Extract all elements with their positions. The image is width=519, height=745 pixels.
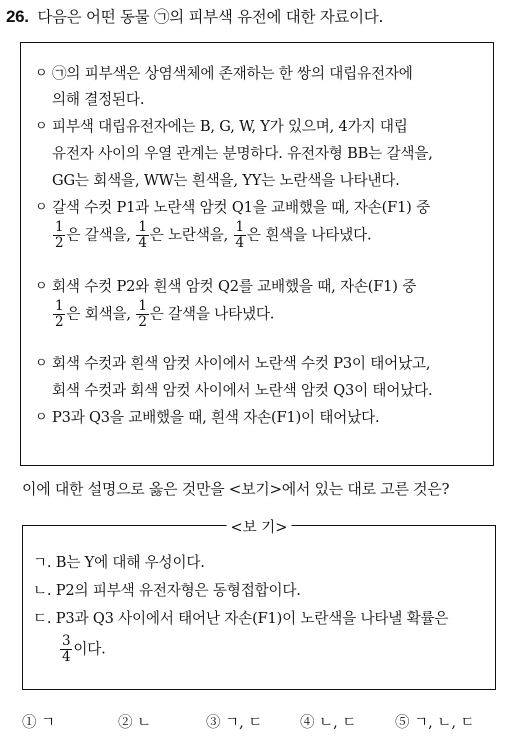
- fraction: $\frac{1}{4}$: [235, 219, 244, 251]
- choice-mark: ①: [22, 715, 37, 731]
- data-item-5-line-2: 회색 수컷과 회색 암컷 사이에서 노란색 암컷 Q3이 태어났다.: [52, 382, 433, 399]
- data-item-4-line-1: 회색 수컷 P2와 흰색 암컷 Q2를 교배했을 때, 자손(F1) 중: [52, 278, 417, 295]
- choice-text: ㄴ: [137, 715, 152, 731]
- choice-2[interactable]: [118, 711, 151, 732]
- bogi-title: <보 기>: [227, 516, 292, 537]
- data-item-2-line-2: 유전자 사이의 우열 관계는 분명하다. 유전자형 BB는 갈색을,: [52, 145, 433, 162]
- bogi-label: ㄷ.: [33, 610, 52, 627]
- fraction: $\frac{1}{2}$: [138, 298, 147, 330]
- choice-mark: ③: [206, 715, 221, 731]
- choice-mark: ⑤: [395, 715, 410, 731]
- fraction: $\frac{1}{2}$: [55, 298, 64, 330]
- fraction: $\frac{1}{2}$: [55, 219, 64, 251]
- bullet: ㅇ: [35, 119, 48, 134]
- bullet: ㅇ: [35, 356, 48, 371]
- data-item-6-line-1: P3과 Q3을 교배했을 때, 흰색 자손(F1)이 태어났다.: [52, 409, 380, 426]
- data-item-1-line-1: ㉠의 피부색은 상염색체에 존재하는 한 쌍의 대립유전자에: [52, 65, 413, 82]
- fraction: $\frac{3}{4}$: [62, 633, 71, 665]
- bullet: ㅇ: [35, 279, 48, 294]
- choice-text: ㄱ, ㄷ: [225, 715, 263, 731]
- bogi-item-3: [33, 607, 448, 628]
- bogi-text: P3과 Q3 사이에서 태어난 자손(F1)이 노란색을 나타낼 확률은: [55, 610, 449, 627]
- choice-text: ㄴ, ㄷ: [319, 715, 357, 731]
- data-item-5-line-1: 회색 수컷과 흰색 암컷 사이에서 노란색 수컷 P3이 태어났고,: [52, 355, 431, 372]
- bullet: ㅇ: [35, 410, 48, 425]
- question-text-after: 의 피부색 유전에 대한 자료이다.: [169, 8, 384, 26]
- choice-text: ㄱ, ㄴ, ㄷ: [414, 715, 475, 731]
- choice-4[interactable]: [300, 711, 356, 732]
- choice-1[interactable]: [22, 711, 55, 732]
- bogi-label: ㄴ.: [33, 582, 52, 599]
- question-prompt: 이에 대한 설명으로 옳은 것만을 <보기>에서 있는 대로 고른 것은?: [22, 480, 450, 498]
- bullet: ㅇ: [35, 200, 48, 215]
- choice-text: ㄱ: [41, 715, 56, 731]
- bogi-label: ㄱ.: [33, 554, 52, 571]
- question-text-before: 다음은 어떤 동물: [37, 8, 150, 26]
- data-item-3-line-1: 갈색 수컷 P1과 노란색 암컷 Q1을 교배했을 때, 자손(F1) 중: [52, 199, 430, 216]
- choice-5[interactable]: [395, 711, 475, 732]
- bogi-item-2: [33, 579, 301, 600]
- question-number: 26.: [6, 7, 29, 26]
- bogi-item-3-cont: $\frac{3}{4}$ 이다.: [62, 633, 106, 665]
- fraction: $\frac{1}{4}$: [138, 219, 147, 251]
- question-header: [6, 5, 383, 27]
- bogi-item-1: [33, 551, 205, 572]
- bogi-text: B는 Y에 대해 우성이다.: [55, 554, 205, 571]
- organism-marker: ㉠: [153, 8, 170, 26]
- bogi-box: [22, 520, 496, 690]
- data-item-1-line-2: 의해 결정된다.: [52, 91, 145, 108]
- bogi-text: P2의 피부색 유전자형은 동형접합이다.: [55, 582, 301, 599]
- bullet: ㅇ: [35, 66, 48, 81]
- data-box: ㅇ ㉠의 피부색은 상염색체에 존재하는 한 쌍의 대립유전자에 의해 결정된다. ㅇ 피부색 대립유전자에는 B, G, W, Y가 있으며, 4가지 대립 유전자 사이의 우열 관계는 분명하다. 유전자형 BB는 갈색을, GG는 회색을, WW는 흰색을, YY는 노란색을 나타낸다. ㅇ 갈색 수컷 P1과 노란색 암컷 Q1을 교배했을 때, 자손(F1) 중 $\frac{1}{2}$ 은 갈색을, $\frac{1}{4}$ 은 노란색을, $\frac{1}{4}$ 은 흰색을 나타냈다. ㅇ 회색 수컷 P2와 흰색 암컷 Q2를 교배했을 때, 자손(F1) 중 $\frac{1}{2}$ 은 회색을, $\frac{1}{2}$ 은 갈색을 나타냈다. ㅇ 회색 수컷과 흰색 암컷 사이에서 노란색 수컷 P3이 태어났고, 회색 수컷과 회색 암컷 사이에서 노란색 암컷 Q3이 태어났다. ㅇ P3과 Q3을 교배했을 때, 흰색 자손(F1)이 태어났다.: [20, 42, 494, 466]
- choice-3[interactable]: [206, 711, 262, 732]
- choice-mark: ④: [300, 715, 315, 731]
- data-item-2-line-3: GG는 회색을, WW는 흰색을, YY는 노란색을 나타낸다.: [52, 172, 400, 189]
- choice-mark: ②: [118, 715, 133, 731]
- data-item-2-line-1: 피부색 대립유전자에는 B, G, W, Y가 있으며, 4가지 대립: [52, 118, 408, 135]
